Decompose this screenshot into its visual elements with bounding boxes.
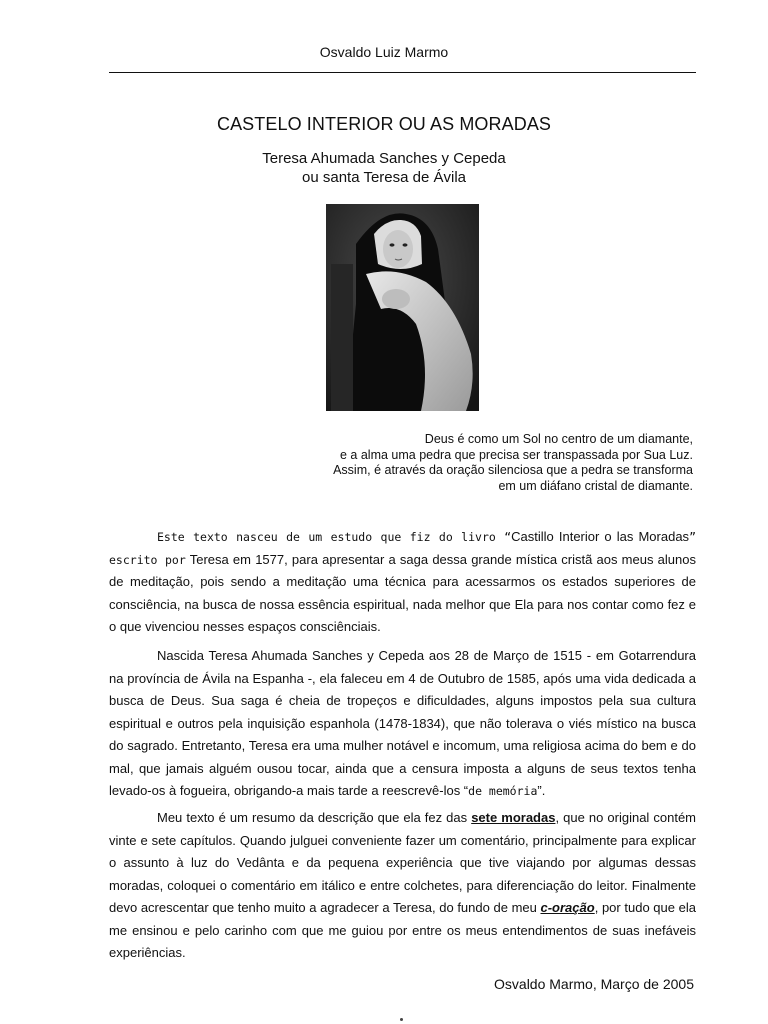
epigraph-line-1: Deus é como um Sol no centro de um diamante, xyxy=(424,432,693,446)
sete-moradas-emphasis: sete moradas xyxy=(471,810,556,825)
c-oracao-emphasis: c-oração xyxy=(540,900,595,915)
header-rule xyxy=(109,72,696,73)
paragraph-3-c: , que no original contém vinte e sete capítulos. Quando julguei conveniente fazer um comentário, principalmente para explicar o assunto à luz do Vedânta e da pequena experiência que tive viajando por algumas dessas moradas, coloquei o comentário em itálico e entre colchetes, para diferenciação do leitor. Finalmente devo acrescentar que tenho muito a agradecer a Teresa, do fundo de meu xyxy=(109,810,697,915)
paragraph-2-end: ”. xyxy=(537,783,546,798)
paragraph-1-intro-end: ” escrito por xyxy=(109,530,696,567)
signature: Osvaldo Marmo, Março de 2005 xyxy=(494,976,694,992)
portrait-image xyxy=(326,204,479,411)
epigraph-line-4: em um diáfano cristal de diamante. xyxy=(498,478,693,493)
paragraph-2 xyxy=(109,645,696,803)
paragraph-2-quote: de memória xyxy=(468,784,538,798)
paragraph-3-a: Meu texto é um resumo da descrição que ela fez das xyxy=(157,810,472,825)
paragraph-3-e: , por tudo que ela me ensinou e pelo carinho com que me guiou por entre os meus entendimentos de suas inefáveis experiências. xyxy=(109,900,696,960)
epigraph-line-2: e a alma uma pedra que precisa ser transpassada por Sua Luz. xyxy=(340,447,693,462)
epigraph xyxy=(333,432,693,494)
paragraph-1 xyxy=(109,526,696,639)
paragraph-2-body: Nascida Teresa Ahumada Sanches y Cepeda aos 28 de Março de 1515 - em Gotarrendura na província de Ávila na Espanha -, ela faleceu em 4 de Outubro de 1585, após uma vida dedicada a busca de Deus. Sua saga é cheia de tropeços e dificuldades, alguns impostos pela sua cultura espiritual e outros pela inquisição espanhola (1478-1834), que não tolerava o viés místico na busca do sagrado. Entretanto, Teresa era uma mulher notável e incomum, uma religiosa acima do bem e do mal, que jamais alguém ousou tocar, ainda que a censura imposta a alguns de seus textos tenha levado-os à fogueira, obrigando-a mais tarde a reescrevê-los “ xyxy=(109,648,696,798)
epigraph-line-3: Assim, é através da oração silenciosa que a pedra se transforma xyxy=(333,463,693,477)
subtitle-line-2: ou santa Teresa de Ávila xyxy=(302,169,466,186)
document-title: CASTELO INTERIOR OU AS MORADAS xyxy=(216,114,552,134)
subtitle-line-1: Teresa Ahumada Sanches y Cepeda xyxy=(262,150,506,167)
paragraph-3 xyxy=(109,807,696,965)
page-mark xyxy=(400,1018,403,1021)
book-title: Castillo Interior o las Moradas xyxy=(511,529,690,544)
paragraph-1-intro: Este texto nasceu de um estudo que fiz do livro “ xyxy=(157,530,512,544)
paragraph-1-body: Teresa em 1577, para apresentar a saga dessa grande mística cristã aos meus alunos de meditação, pois sendo a meditação uma técnica para acessarmos os estados superiores de consciência, na busca de nossa essência espiritual, nada melhor que Ela para nos contar como fez e o que vivenciou nesses espaços consciênciais. xyxy=(109,551,696,634)
header-author: Osvaldo Luiz Marmo xyxy=(319,44,449,60)
